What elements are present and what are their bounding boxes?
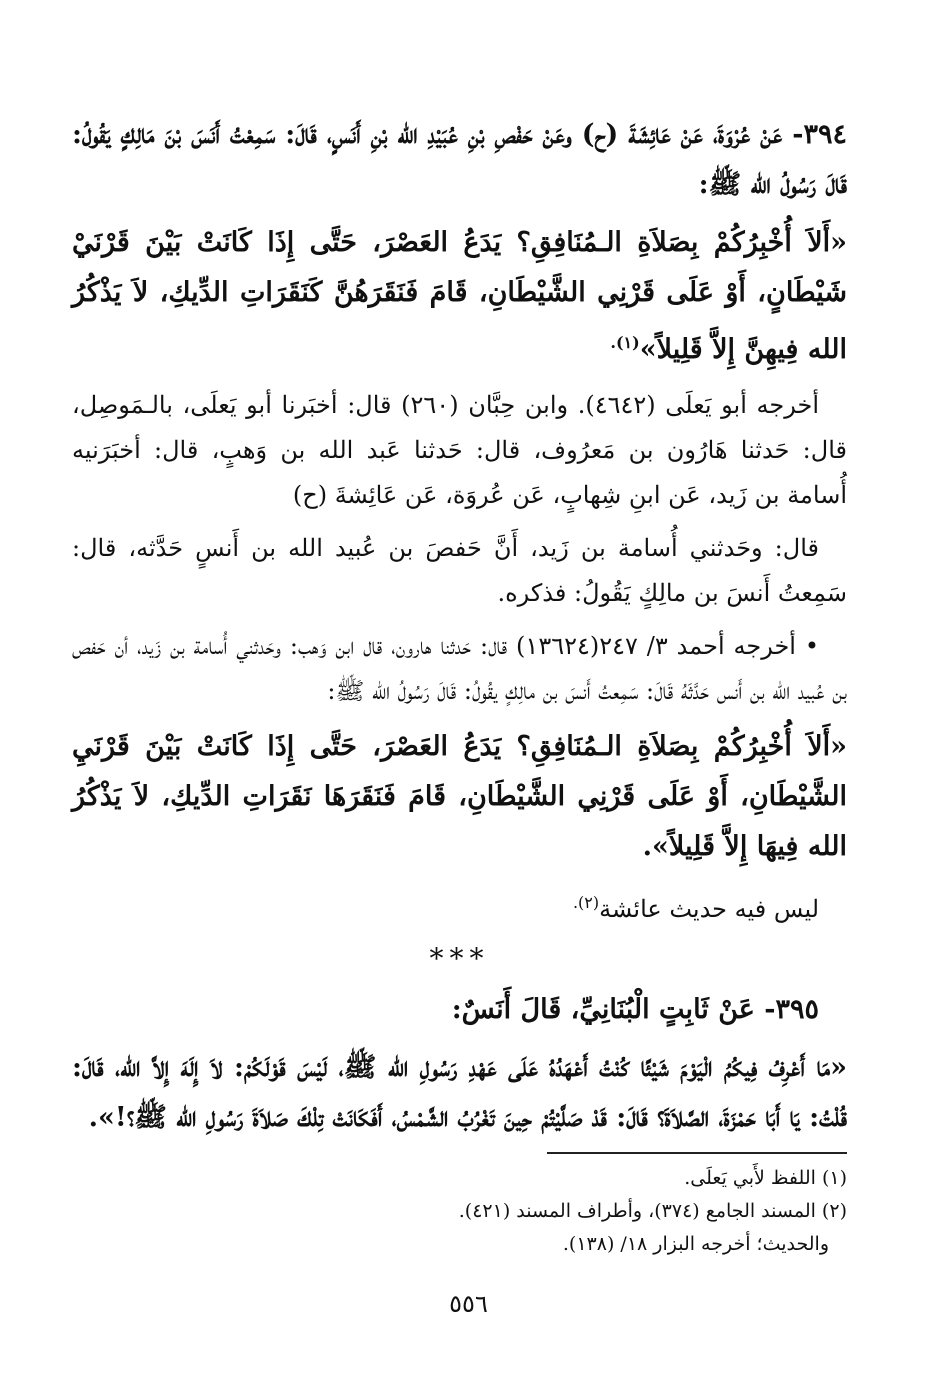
footnote-ref-1: (١). <box>610 333 640 352</box>
remark-text: ليس فيه حديث عائشة <box>599 895 819 923</box>
hadith-394-takhrij-2: قال: وحَدثني أُسامة بن زَيد، أَنَّ حَفصَ بن عُبيد الله بن أَنسٍ حَدَّثه، قال: سَمِعتُ أَنسَ بن مالِكٍ يَقُولُ: فذكره. <box>72 534 847 607</box>
hadith-395-matn: «مَا أَعْرِفُ فِيكُمُ الْيَوْمَ شَيْئًا كُنْتُ أَعْهَدُهُ عَلَى عَهْدِ رَسُولِ الله ﷺ، لَيْسَ قَوْلَكُمْ: لاَ إِلَهَ إِلاَّ الله، قَالَ: قُلْتُ: يَا أَبَا حَمْزَةَ، الصَّلاَةَ؟ قَالَ: قَدْ صَلَّيْتُمْ حِينَ تَغْرُبُ الشَّمْسُ، أَفَكَانَتْ تِلْكَ صَلاَةَ رَسُولِ الله ﷺ؟!». <box>72 1052 847 1133</box>
hadith-394-remark <box>72 880 847 932</box>
hadith-394-intro-1: ٣٩٤- عَنْ عُرْوَةَ، عَنْ عَائِشَةَ (ح) وعَنْ حَفْصِ بْنِ عُبَيْدِ الله بْنِ أَنَسٍ، <box>326 119 848 150</box>
footnotes <box>300 1162 847 1261</box>
page-number: ٥٥٦ <box>449 1290 488 1318</box>
footnote-1: (١) اللفظ لأَبي يَعلَى. <box>684 1167 847 1189</box>
hadith-394-takhrij-1: أخرجه أبو يَعلَى (٤٦٤٢). وابن حِبَّان (٢٦٠) قال: أخبَرنا أبو يَعلَى، بالـمَوصِل، قال: حَدثنا هَارُون بن مَعرُوف، قال: حَدثنا عَبد الله بن وَهبٍ، قال: أخبَرَنيه أُسامة بن زَيد، عَن ابنِ شِهابٍ، عَن عُروَة، عَن عَائِشةَ (ح) <box>72 391 847 509</box>
page-body <box>72 110 847 1151</box>
hadith-394-matn <box>72 218 847 375</box>
hadith-395-intro: ٣٩٥- عَنْ ثَابِتٍ الْبُنَانِيِّ، قَالَ أَنَسٌ: <box>451 994 819 1025</box>
hadith-394-matn-text: «أَلاَ أُخْبِرُكُمْ بِصَلاَةِ الـمُنَافِقِ؟ يَدَعُ العَصْرَ، حَتَّى إِذَا كَانَتْ بَيْنَ قَرْنَيْ شَيْطَانٍ، أَوْ عَلَى قَرْنِي الشَّيْطَانِ، قَامَ فَنَقَرَهُنَّ كَنَقَرَاتِ الدِّيكِ، لاَ يَذْكُرُ الله فِيهِنَّ إِلاَّ قَلِيلاً» <box>72 227 847 365</box>
hadith-394-takhrij-3: • أخرجه أحمد ٣/ ٢٤٧(١٣٦٢٤) قال: حَدثنا هارون، قال ابن وَهب: وحَدثني أُسامة بن زَيد، أن حَفص بن عُبيد الله بن أَنس حَدَّثَهُ قَالَ: سَمِعتُ أَنسَ بن مالِكٍ يقُولُ: قَالَ رَسُولُ الله ﷺ: <box>72 632 847 705</box>
hadith-394-matn-2: «أَلاَ أُخْبِرُكُمْ بِصَلاَةِ الـمُنَافِقِ؟ يَدَعُ العَصْرَ، حَتَّى إِذَا كَانَتْ بَيْنَ قَرْنَيِ الشَّيْطَانِ، أَوْ عَلَى قَرْنِي الشَّيْطَانِ، قَامَ فَنَقَرَهَا نَقَرَاتِ الدِّيكِ، لاَ يَذْكُرُ الله فِيهَا إِلاَّ قَلِيلاً». <box>72 731 847 862</box>
hadith-394-intro-2: قَالَ: سَمِعْتُ أَنَسَ بْنَ مَالِكٍ يَقُولُ: قَالَ رَسُولُ الله ﷺ: <box>72 119 847 200</box>
footnote-divider <box>547 1152 847 1154</box>
section-separator: *** <box>429 942 490 975</box>
hadith-394-isnad <box>72 110 847 210</box>
footnote-2-continuation: والحديث؛ أخرجه البزار ١٨/ (١٣٨). <box>562 1233 829 1255</box>
footnote-2: (٢) المسند الجامع (٣٧٤)، وأطراف المسند (٤٢١). <box>458 1200 847 1222</box>
footnote-ref-2: (٢). <box>572 893 600 912</box>
